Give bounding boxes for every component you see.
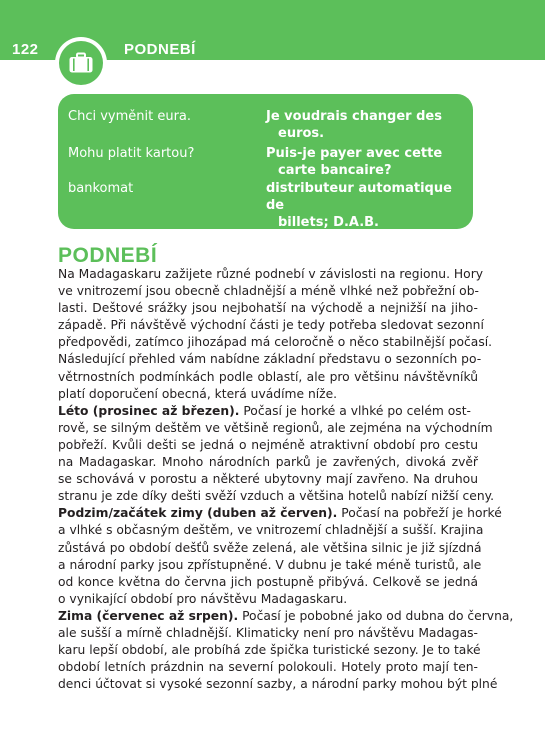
phrase-target: [266, 145, 472, 179]
text-line: ve vnitrozemí jsou obecně chladnější a méně vlhké než pobřežní ob-: [58, 284, 479, 299]
text-line: pobřeží. Kvůli dešti se jedná o nejméně atraktivní období pro cestu: [58, 437, 478, 452]
text-line: na Madagaskar. Mnoho národních parků je zavřených, divoká zvěř: [58, 455, 478, 470]
text-line: stranu je zde díky dešti svěží vzduch a většina hotelů nabízí nižší ceny.: [58, 489, 495, 504]
section-heading: PODNEBÍ: [58, 244, 158, 267]
phrase-target-line: carte bancaire?: [278, 163, 392, 178]
phrase-target: [266, 108, 472, 142]
paragraph-lead: Léto (prosinec až březen).: [58, 403, 240, 418]
paragraph: [58, 505, 502, 608]
text-line: lasti. Deštové srážky jsou nejbohatší na východě a nejnižší na jiho-: [58, 301, 478, 316]
text-line: větrnostních podmínkách podle oblastí, ale pro většinu návštěvníků: [58, 369, 478, 384]
phrase-target-line: Puis-je payer avec cette: [266, 146, 443, 161]
text-line: Následující přehled vám nabídne základní představu o sezonních po-: [58, 352, 482, 367]
phrase-target-line: Je voudrais changer des: [266, 109, 442, 124]
text-line: předpovědi, zatímco jihozápad má celoročně o něco stabilnější počasí.: [58, 335, 493, 350]
phrase-target-line: euros.: [278, 126, 325, 141]
text-line: o vynikající období pro návštěvu Madagaskaru.: [58, 591, 348, 606]
paragraph: [58, 266, 493, 403]
phrase-source: Mohu platit kartou?: [68, 146, 195, 161]
text-line: a vlhké s občasným deštěm, ve vnitrozemí chladnější a sušší. Krajina: [58, 523, 484, 538]
text-line: zůstává po období dešťů svěže zelená, ale většina silnic je již sjízdná: [58, 540, 482, 555]
text-line: platí doporučení obecná, která uvádíme níže.: [58, 386, 338, 401]
text-line: od konce května do června jich postupně přibývá. Celkově se jedná: [58, 574, 478, 589]
text-line: denci účtovat si vysoké sezonní sazby, a národní parky mohou být plné: [58, 677, 498, 692]
paragraph: [58, 403, 495, 506]
phrase-box: [58, 94, 473, 229]
text-line: ale sušší a mírně chladnější. Klimaticky není pro návštěvu Madagas-: [58, 625, 478, 640]
text-line: období letních prázdnin na severní polokouli. Hotely proto mají ten-: [58, 660, 478, 675]
text-line: a národní parky jsou zpřístupněné. V dubnu je také méně turistů, ale: [58, 557, 482, 572]
text-line: Léto (prosinec až březen). Počasí je horké a vlhké po celém ost-: [58, 403, 471, 418]
body-text: [58, 266, 514, 693]
text-line: rově, se silným deštěm ve většině regionů, ale zejména na východním: [58, 420, 493, 435]
phrase-target-line: distributeur automatique de: [266, 181, 452, 213]
text-line: karu lepší období, ale probíhá zde špička turistické sezony. Je to také: [58, 643, 481, 658]
paragraph: [58, 608, 514, 693]
paragraph-lead: Podzim/začátek zimy (duben až červen).: [58, 506, 338, 521]
text-line: se schovává v porostu a některé ubytovny mají zavřeno. Na druhou: [58, 472, 478, 487]
phrase-source: Chci vyměnit eura.: [68, 109, 192, 124]
text-line: západě. Při návštěvě východní části je tedy potřeba sledovat sezonní: [58, 318, 484, 333]
section-icon-badge: [55, 37, 107, 89]
page-number: 122: [12, 41, 39, 58]
section-label: PODNEBÍ: [124, 41, 196, 58]
suitcase-icon: [68, 52, 94, 74]
text-line: Na Madagaskaru zažijete různé podnebí v závislosti na regionu. Hory: [58, 267, 484, 281]
phrase-target-line: billets; D.A.B.: [278, 215, 379, 230]
phrase-source: bankomat: [68, 181, 134, 196]
text-line: Zima (červenec až srpen). Počasí je pobobné jako od dubna do června,: [58, 608, 514, 623]
text-line: Podzim/začátek zimy (duben až červen). Počasí na pobřeží je horké: [58, 506, 502, 521]
phrase-target: [266, 180, 472, 231]
paragraph-lead: Zima (červenec až srpen).: [58, 608, 239, 623]
